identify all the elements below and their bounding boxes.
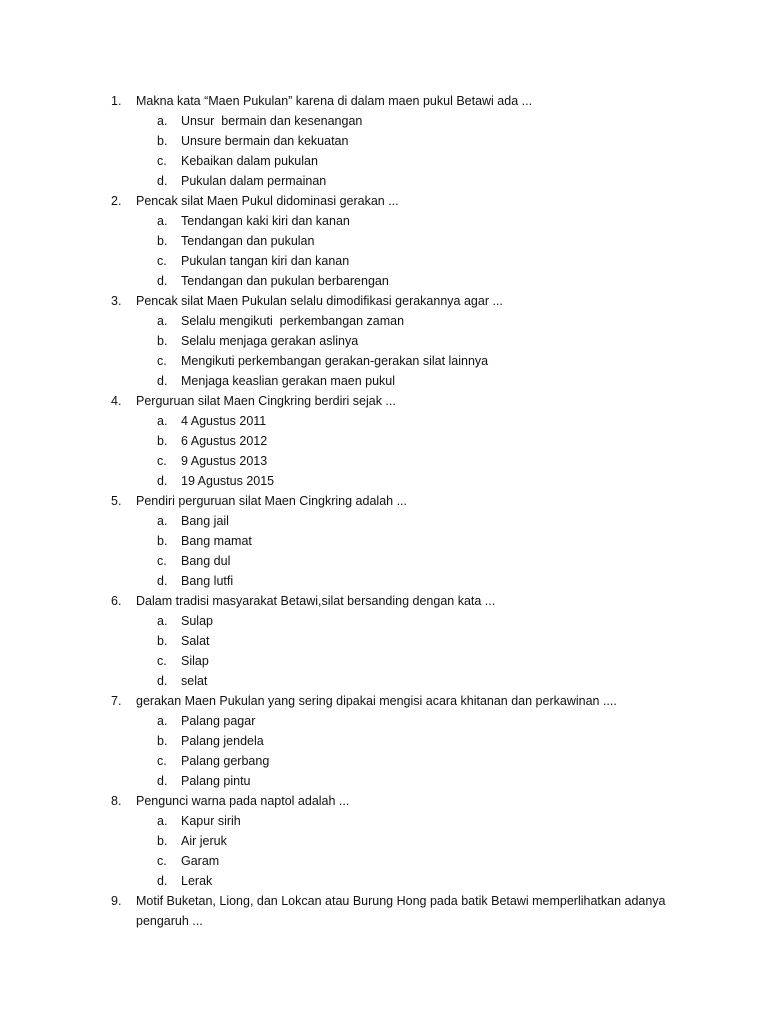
option-5b [0, 531, 768, 551]
option-text: Kapur sirih [181, 814, 241, 828]
option-5a [0, 511, 768, 531]
option-8c [0, 851, 768, 871]
option-text: Unsure bermain dan kekuatan [181, 134, 349, 148]
option-letter: c. [157, 454, 167, 468]
option-2a [0, 211, 768, 231]
option-4d [0, 471, 768, 491]
option-letter: b. [157, 234, 168, 248]
option-letter: d. [157, 174, 168, 188]
option-text: Sulap [181, 614, 213, 628]
question-6 [0, 591, 768, 611]
option-text: Selalu mengikuti perkembangan zaman [181, 314, 405, 328]
option-letter: a. [157, 314, 168, 328]
question-text: Motif Buketan, Liong, dan Lokcan atau Burung Hong pada batik Betawi memperlihatkan adanya pengaruh ... [136, 894, 666, 928]
question-number: 3. [111, 294, 122, 308]
question-number: 5. [111, 494, 122, 508]
question-3 [0, 291, 768, 311]
option-3c [0, 351, 768, 371]
option-letter: d. [157, 674, 168, 688]
question-7 [0, 691, 768, 711]
option-7c [0, 751, 768, 771]
question-number: 9. [111, 894, 122, 908]
option-6c [0, 651, 768, 671]
question-8 [0, 791, 768, 811]
option-1c [0, 151, 768, 171]
option-letter: a. [157, 214, 168, 228]
option-text: Palang pintu [181, 774, 251, 788]
option-letter: d. [157, 374, 168, 388]
option-text: Palang gerbang [181, 754, 270, 768]
question-text: Perguruan silat Maen Cingkring berdiri sejak ... [136, 394, 396, 408]
question-5 [0, 491, 768, 511]
option-text: Garam [181, 854, 220, 868]
option-letter: c. [157, 654, 167, 668]
option-2c [0, 251, 768, 271]
option-text: selat [181, 674, 208, 688]
option-6b [0, 631, 768, 651]
option-letter: a. [157, 814, 168, 828]
option-text: Tendangan dan pukulan [181, 234, 315, 248]
option-text: Palang jendela [181, 734, 264, 748]
option-letter: d. [157, 274, 168, 288]
question-number: 8. [111, 794, 122, 808]
question-text: Pengunci warna pada naptol adalah ... [136, 794, 350, 808]
option-text: Bang mamat [181, 534, 252, 548]
option-text: 6 Agustus 2012 [181, 434, 268, 448]
option-letter: b. [157, 134, 168, 148]
option-8d [0, 871, 768, 891]
question-9 [0, 891, 768, 931]
option-4b [0, 431, 768, 451]
option-3d [0, 371, 768, 391]
option-letter: a. [157, 614, 168, 628]
question-text: Makna kata “Maen Pukulan” karena di dalam maen pukul Betawi ada ... [136, 94, 533, 108]
option-letter: b. [157, 434, 168, 448]
question-text: Pendiri perguruan silat Maen Cingkring adalah ... [136, 494, 407, 508]
question-number: 1. [111, 94, 122, 108]
option-text: Lerak [181, 874, 213, 888]
option-7d [0, 771, 768, 791]
option-7b [0, 731, 768, 751]
question-1 [0, 91, 768, 111]
option-letter: b. [157, 534, 168, 548]
option-3b [0, 331, 768, 351]
question-list [0, 91, 768, 931]
question-text: Pencak silat Maen Pukulan selalu dimodifikasi gerakannya agar ... [136, 294, 503, 308]
option-letter: c. [157, 854, 167, 868]
option-1b [0, 131, 768, 151]
option-letter: a. [157, 114, 168, 128]
question-text: Dalam tradisi masyarakat Betawi,silat bersanding dengan kata ... [136, 594, 496, 608]
question-text: Pencak silat Maen Pukul didominasi gerakan ... [136, 194, 399, 208]
option-text: Silap [181, 654, 209, 668]
question-number: 6. [111, 594, 122, 608]
option-5d [0, 571, 768, 591]
option-text: Unsur bermain dan kesenangan [181, 114, 363, 128]
option-text: Pukulan dalam permainan [181, 174, 327, 188]
option-8a [0, 811, 768, 831]
option-letter: d. [157, 774, 168, 788]
question-number: 4. [111, 394, 122, 408]
option-letter: c. [157, 754, 167, 768]
option-letter: c. [157, 154, 167, 168]
option-letter: b. [157, 734, 168, 748]
option-text: 9 Agustus 2013 [181, 454, 268, 468]
option-2d [0, 271, 768, 291]
option-text: Salat [181, 634, 210, 648]
option-letter: d. [157, 474, 168, 488]
option-text: Pukulan tangan kiri dan kanan [181, 254, 350, 268]
option-text: Mengikuti perkembangan gerakan-gerakan silat lainnya [181, 354, 489, 368]
option-4c [0, 451, 768, 471]
option-1a [0, 111, 768, 131]
option-text: 19 Agustus 2015 [181, 474, 275, 488]
option-text: Bang jail [181, 514, 229, 528]
question-text: gerakan Maen Pukulan yang sering dipakai mengisi acara khitanan dan perkawinan .... [136, 694, 617, 708]
option-text: Tendangan kaki kiri dan kanan [181, 214, 350, 228]
option-5c [0, 551, 768, 571]
question-number: 2. [111, 194, 122, 208]
option-text: Menjaga keaslian gerakan maen pukul [181, 374, 396, 388]
option-letter: b. [157, 334, 168, 348]
option-text: Kebaikan dalam pukulan [181, 154, 318, 168]
option-6d [0, 671, 768, 691]
question-2 [0, 191, 768, 211]
option-text: 4 Agustus 2011 [181, 414, 267, 428]
option-letter: d. [157, 574, 168, 588]
option-text: Selalu menjaga gerakan aslinya [181, 334, 359, 348]
option-letter: c. [157, 254, 167, 268]
option-letter: a. [157, 514, 168, 528]
question-number: 7. [111, 694, 122, 708]
option-text: Tendangan dan pukulan berbarengan [181, 274, 389, 288]
option-4a [0, 411, 768, 431]
option-text: Bang dul [181, 554, 231, 568]
option-letter: b. [157, 634, 168, 648]
option-6a [0, 611, 768, 631]
option-letter: a. [157, 714, 168, 728]
option-letter: b. [157, 834, 168, 848]
option-8b [0, 831, 768, 851]
option-letter: c. [157, 354, 167, 368]
option-text: Air jeruk [181, 834, 227, 848]
option-letter: c. [157, 554, 167, 568]
option-letter: d. [157, 874, 168, 888]
option-text: Palang pagar [181, 714, 256, 728]
option-1d [0, 171, 768, 191]
option-3a [0, 311, 768, 331]
option-2b [0, 231, 768, 251]
option-letter: a. [157, 414, 168, 428]
question-4 [0, 391, 768, 411]
option-7a [0, 711, 768, 731]
option-text: Bang lutfi [181, 574, 234, 588]
